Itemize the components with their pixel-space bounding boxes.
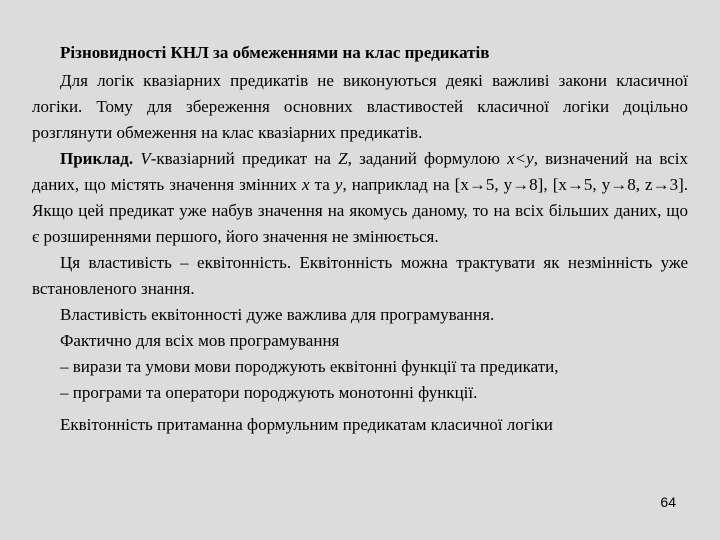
example-label: Приклад.	[60, 149, 134, 168]
example-formula: x<y	[507, 149, 534, 168]
var-z: Z	[338, 149, 348, 168]
slide-content	[32, 40, 688, 438]
var-y: y	[334, 175, 343, 194]
paragraph-intro: Для логік квазіарних предикатів не виконуються деякі важливі закони класичної логіки. Тому для збереження основних властивостей класичної логіки доцільно розглянути обмеження на клас квазіарних предикатів.	[32, 71, 688, 142]
example-separator: ,	[543, 175, 553, 194]
example-text-3: , визначений на всіх даних, що містять значення змінних	[32, 149, 689, 194]
example-text-2: , заданий формулою	[347, 149, 508, 168]
var-v: V	[140, 149, 151, 168]
example-data-1: [x→5, y→8]	[454, 175, 544, 194]
example-data-2: [x→5, y→8, z→3]	[552, 175, 684, 194]
paragraph-conclusion: Еквітонність притаманна формульним предикатам класичної логіки	[60, 415, 553, 434]
list-item-expressions: – вирази та умови мови породжують еквітонні функції та предикати,	[60, 357, 559, 376]
paragraph-equitonicity: Ця властивість – еквітонність. Еквітонність можна трактувати як незмінність уже встановленого знання.	[32, 253, 688, 298]
var-x: x	[301, 175, 310, 194]
example-text-4: та	[309, 175, 335, 194]
paragraph-languages: Фактично для всіх мов програмування	[60, 331, 340, 350]
paragraph-example	[32, 146, 688, 250]
paragraph-importance: Властивість еквітонності дуже важлива для програмування.	[60, 305, 495, 324]
list-item-programs: – програми та оператори породжують монотонні функції.	[60, 383, 478, 402]
example-text-1: -квазіарний предикат на	[150, 149, 339, 168]
slide-title: Різновидності КНЛ за обмеженнями на клас предикатів	[60, 43, 490, 62]
example-text-5: , наприклад на	[342, 175, 455, 194]
page-number: 64	[660, 494, 676, 510]
example-text-6: . Якщо цей предикат уже набув значення на якомусь даному, то на всіх більших даних, що є розширеннями першого, його значення не змінюється.	[32, 175, 688, 246]
